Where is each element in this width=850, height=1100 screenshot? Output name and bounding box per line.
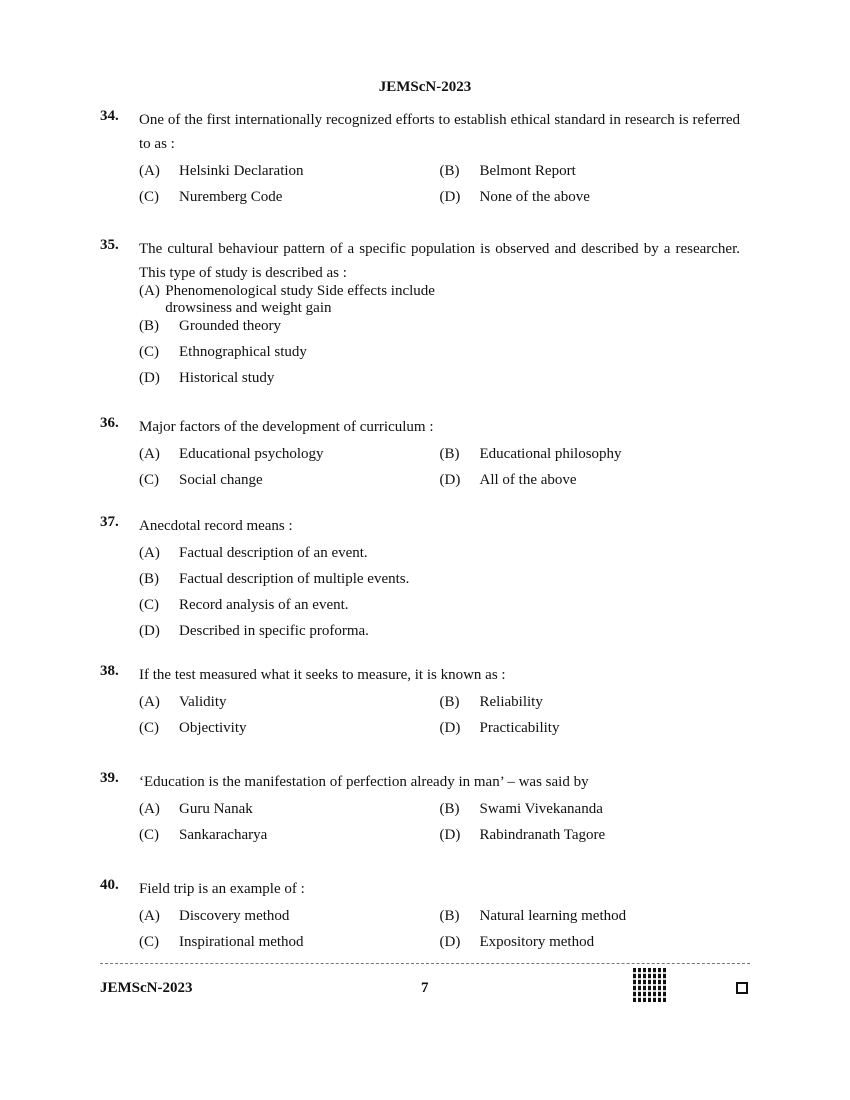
option-label: (D) (439, 933, 461, 950)
option-label: (C) (139, 188, 159, 205)
question-text: If the test measured what it seeks to measure, it is known as : (139, 667, 506, 683)
option (139, 446, 440, 463)
option-text: Helsinki Declaration (179, 162, 304, 179)
option-label: (A) (139, 283, 160, 299)
question (100, 770, 740, 848)
option-label: (A) (139, 544, 160, 561)
question-text: The cultural behaviour pattern of a specific population is observed and described by a researcher. This type of study is described as : (139, 241, 740, 281)
option-text: Swami Vivekananda (479, 800, 603, 817)
square-marker-icon (736, 982, 748, 994)
option (139, 545, 454, 562)
option-text: All of the above (479, 471, 577, 488)
option-label: (B) (439, 693, 460, 710)
option-text: Nuremberg Code (179, 188, 283, 205)
option-label: (A) (139, 907, 160, 924)
question-text: ‘Education is the manifestation of perfection already in man’ – was said by (139, 774, 589, 790)
option (139, 623, 454, 640)
question (100, 877, 740, 955)
option (139, 827, 440, 844)
option-label: (B) (439, 162, 460, 179)
question-number: 36. (100, 415, 119, 431)
option-label: (D) (439, 188, 461, 205)
option (139, 318, 454, 335)
option-text: Belmont Report (479, 162, 576, 179)
option (440, 189, 741, 206)
options (139, 689, 740, 741)
option (440, 934, 741, 951)
question-number: 40. (100, 877, 119, 893)
option (440, 801, 741, 818)
question (100, 237, 740, 391)
option-label: (A) (139, 162, 160, 179)
option-label: (D) (139, 622, 160, 639)
option-text: Described in specific proforma. (179, 622, 369, 639)
option (139, 571, 454, 588)
option-text: Social change (179, 471, 263, 488)
options (139, 540, 740, 644)
option-label: (B) (439, 907, 460, 924)
option-text: Objectivity (179, 719, 247, 736)
question (100, 108, 740, 210)
option (139, 720, 440, 737)
option (139, 694, 440, 711)
option-text: Factual description of multiple events. (179, 570, 410, 587)
options (139, 283, 740, 391)
option-text: Reliability (479, 693, 543, 710)
question-number: 38. (100, 663, 119, 679)
option (139, 283, 454, 317)
option (440, 446, 741, 463)
option (440, 908, 741, 925)
option-text: Guru Nanak (179, 800, 253, 817)
option (139, 934, 440, 951)
option-text: Phenomenological study Side effects include drowsiness and weight gain (165, 283, 435, 316)
option (139, 370, 454, 387)
question-text: One of the first internationally recognized efforts to establish ethical standard in research is referred to as : (139, 112, 740, 152)
option (440, 720, 741, 737)
option-text: None of the above (479, 188, 590, 205)
option (440, 163, 741, 180)
option-text: Factual description of an event. (179, 544, 368, 561)
page-header: JEMScN-2023 (378, 79, 472, 95)
option (440, 472, 741, 489)
option-text: Educational philosophy (479, 445, 622, 462)
question (100, 514, 740, 644)
option-label: (B) (439, 800, 460, 817)
question-number: 37. (100, 514, 119, 530)
option-label: (C) (139, 933, 159, 950)
option-text: Practicability (479, 719, 560, 736)
option-label: (C) (139, 471, 159, 488)
option (440, 694, 741, 711)
option-label: (C) (139, 343, 159, 360)
page-number: 7 (421, 980, 429, 996)
option-label: (C) (139, 719, 159, 736)
option-text: Inspirational method (179, 933, 304, 950)
option-text: Expository method (479, 933, 595, 950)
option-label: (B) (139, 570, 159, 587)
option-label: (D) (439, 471, 461, 488)
divider (100, 963, 750, 964)
options (139, 441, 740, 493)
option-text: Discovery method (179, 907, 290, 924)
option-label: (A) (139, 800, 160, 817)
question-number: 34. (100, 108, 119, 124)
option (139, 472, 440, 489)
option-text: Natural learning method (479, 907, 627, 924)
option-text: Historical study (179, 369, 275, 386)
options (139, 158, 740, 210)
option-label: (B) (139, 317, 159, 334)
option-label: (A) (139, 445, 160, 462)
option-text: Validity (179, 693, 227, 710)
options (139, 796, 740, 848)
option-label: (D) (439, 826, 461, 843)
option (139, 344, 454, 361)
option-text: Record analysis of an event. (179, 596, 349, 613)
option-text: Ethnographical study (179, 343, 307, 360)
option (440, 827, 741, 844)
question-text: Major factors of the development of curriculum : (139, 419, 434, 435)
option (139, 597, 454, 614)
option-text: Educational psychology (179, 445, 324, 462)
option (139, 801, 440, 818)
option-label: (C) (139, 826, 159, 843)
options (139, 903, 740, 955)
option-label: (A) (139, 693, 160, 710)
option-label: (D) (139, 369, 160, 386)
option-label: (C) (139, 596, 159, 613)
question-number: 39. (100, 770, 119, 786)
option-text: Grounded theory (179, 317, 282, 334)
question (100, 663, 740, 741)
footer-code: JEMScN-2023 (100, 980, 193, 996)
option (139, 189, 440, 206)
qr-code-icon (633, 968, 667, 1002)
option (139, 908, 440, 925)
option-label: (D) (439, 719, 461, 736)
option-label: (B) (439, 445, 460, 462)
option-text: Rabindranath Tagore (479, 826, 606, 843)
question-text: Field trip is an example of : (139, 881, 305, 897)
question (100, 415, 740, 493)
question-number: 35. (100, 237, 119, 253)
option-text: Sankaracharya (179, 826, 268, 843)
option (139, 163, 440, 180)
question-text: Anecdotal record means : (139, 518, 293, 534)
